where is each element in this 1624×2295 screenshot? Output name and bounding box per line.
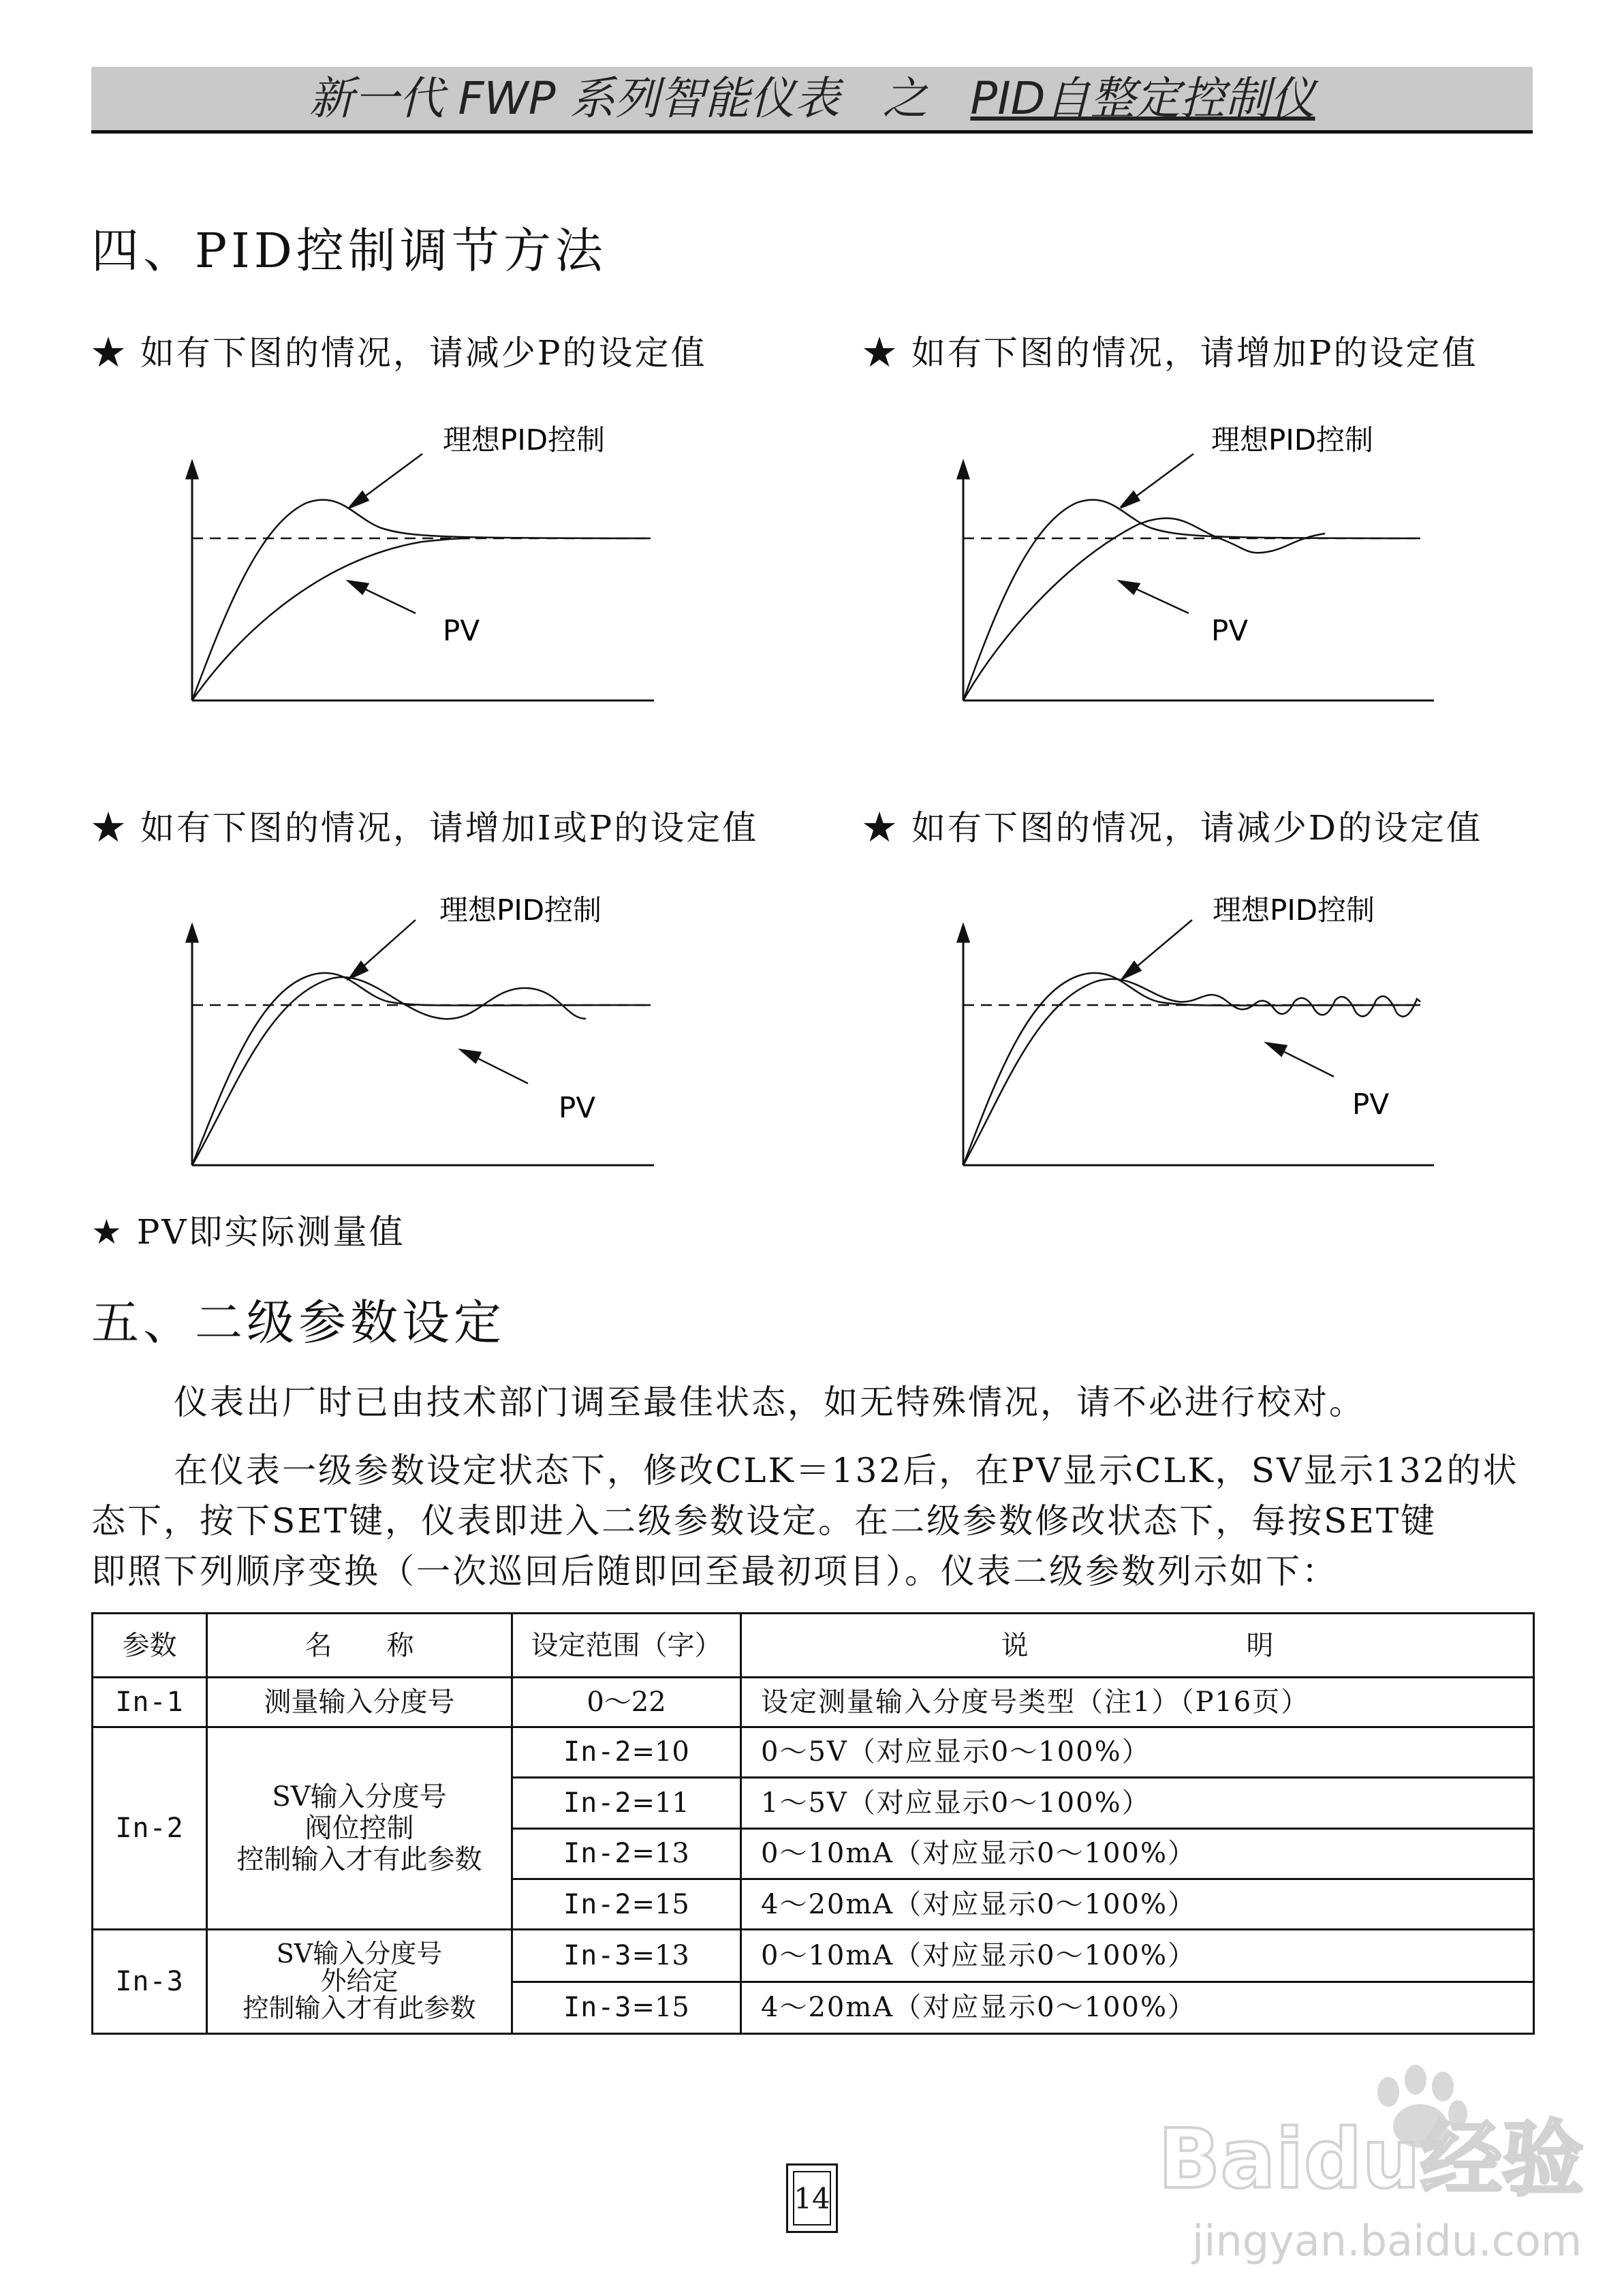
header-name: 名 称	[207, 1614, 512, 1678]
param-desc: 0～10mA（对应显示0～100%）	[741, 1828, 1534, 1879]
param-range: In-2=10	[512, 1727, 741, 1777]
section5-para2-line3: 即照下列顺序变换（一次巡回后随即回至最初项目）。仪表二级参数列示如下：	[91, 1552, 1338, 1591]
pv-curve	[963, 518, 1325, 700]
param-desc: 0～10mA（对应显示0～100%）	[741, 1930, 1534, 1982]
header-title-mid: 之	[882, 72, 928, 125]
param-desc: 4～20mA（对应显示0～100%）	[741, 1982, 1534, 2033]
table-header-row	[93, 1614, 1534, 1678]
header-desc: 说 明	[741, 1614, 1534, 1678]
note-pv: ★ PV即实际测量值	[91, 1212, 405, 1252]
param-name-line3: 控制输入才有此参数	[236, 1844, 482, 1876]
param-name-line3: 控制输入才有此参数	[243, 1993, 476, 2024]
page-number: 14	[793, 2171, 831, 2225]
chart-reduce-d	[954, 879, 1444, 1192]
y-axis-arrow	[958, 925, 969, 942]
pv-label: PV	[443, 614, 480, 647]
param-name-line2: 阀位控制	[304, 1813, 414, 1845]
baidu-watermark	[1158, 2051, 1594, 2276]
pv-label: PV	[1352, 1088, 1390, 1121]
table-row	[93, 1678, 1534, 1727]
param-name-line2: 外给定	[320, 1966, 399, 1997]
param-range: In-2=15	[512, 1879, 741, 1929]
pv-label: PV	[1211, 614, 1249, 647]
param-desc: 设定测量输入分度号类型（注1）（P16页）	[741, 1678, 1534, 1727]
param-desc: 4～20mA（对应显示0～100%）	[741, 1879, 1534, 1929]
header-param: 参数	[93, 1614, 207, 1678]
param-code: In-1	[93, 1678, 207, 1727]
chart-increase-p	[954, 409, 1444, 722]
param-code: In-3	[93, 1930, 207, 2034]
section5-title: 五、二级参数设定	[91, 1295, 505, 1351]
header-title-left: 新一代 FWP 系列智能仪表	[309, 72, 840, 125]
pv-curve	[963, 979, 1420, 1165]
watermark-url: jingyan.baidu.com	[1192, 2216, 1582, 2266]
item3-text: ★ 如有下图的情况，请增加I或P的设定值	[91, 808, 759, 848]
header-title-right: PID自整定控制仪	[970, 72, 1315, 125]
param-name	[207, 1727, 512, 1929]
section5-para2-line2: 态下，按下SET键，仪表即进入二级参数设定。在二级参数修改状态下，每按SET键	[91, 1501, 1437, 1541]
y-axis-arrow	[187, 462, 198, 478]
table-row	[93, 1930, 1534, 1982]
section5-para2-line1: 在仪表一级参数设定状态下，修改CLK＝132后，在PV显示CLK，SV显示132的状	[174, 1451, 1519, 1490]
pv-label: PV	[559, 1091, 596, 1124]
param-range: In-2=11	[512, 1778, 741, 1828]
param-range: In-2=13	[512, 1828, 741, 1879]
param-desc: 1～5V（对应显示0～100%）	[741, 1778, 1534, 1828]
watermark-brand: Baidu经验	[1158, 2112, 1584, 2207]
ideal-label: 理想PID控制	[1213, 893, 1375, 927]
param-name	[207, 1930, 512, 2034]
chart-increase-i-or-p	[184, 879, 661, 1192]
param-code: In-2	[93, 1727, 207, 1929]
param-table	[91, 1612, 1535, 2035]
y-axis-arrow	[187, 925, 198, 942]
param-name-line1: SV输入分度号	[276, 1939, 443, 1969]
table-row	[93, 1727, 1534, 1777]
section5-para1: 仪表出厂时已由技术部门调至最佳状态，如无特殊情况，请不必进行校对。	[174, 1383, 1365, 1422]
ideal-label: 理想PID控制	[439, 893, 602, 927]
ideal-curve	[192, 499, 651, 700]
param-range: In-3=13	[512, 1930, 741, 1982]
ideal-label: 理想PID控制	[1211, 423, 1374, 457]
page-number-box	[786, 2163, 838, 2233]
item1-text: ★ 如有下图的情况，请减少P的设定值	[91, 333, 707, 373]
header-range: 设定范围（字）	[512, 1614, 741, 1678]
item4-text: ★ 如有下图的情况，请减少D的设定值	[862, 808, 1482, 848]
ideal-label: 理想PID控制	[443, 423, 606, 457]
item2-text: ★ 如有下图的情况，请增加P的设定值	[862, 333, 1478, 373]
ideal-curve	[963, 973, 1420, 1165]
chart-reduce-p	[184, 409, 661, 722]
param-name-line1: SV输入分度号	[272, 1781, 447, 1813]
ideal-curve	[963, 499, 1420, 700]
section4-title: 四、PID控制调节方法	[91, 223, 607, 279]
param-name: 测量输入分度号	[207, 1678, 512, 1727]
pv-curve	[192, 538, 470, 700]
y-axis-arrow	[958, 462, 969, 478]
param-desc: 0～5V（对应显示0～100%）	[741, 1727, 1534, 1777]
ideal-curve	[192, 973, 651, 1165]
header-title	[91, 67, 1533, 130]
param-range: 0～22	[512, 1678, 741, 1727]
page-header	[91, 67, 1533, 134]
param-range: In-3=15	[512, 1982, 741, 2033]
